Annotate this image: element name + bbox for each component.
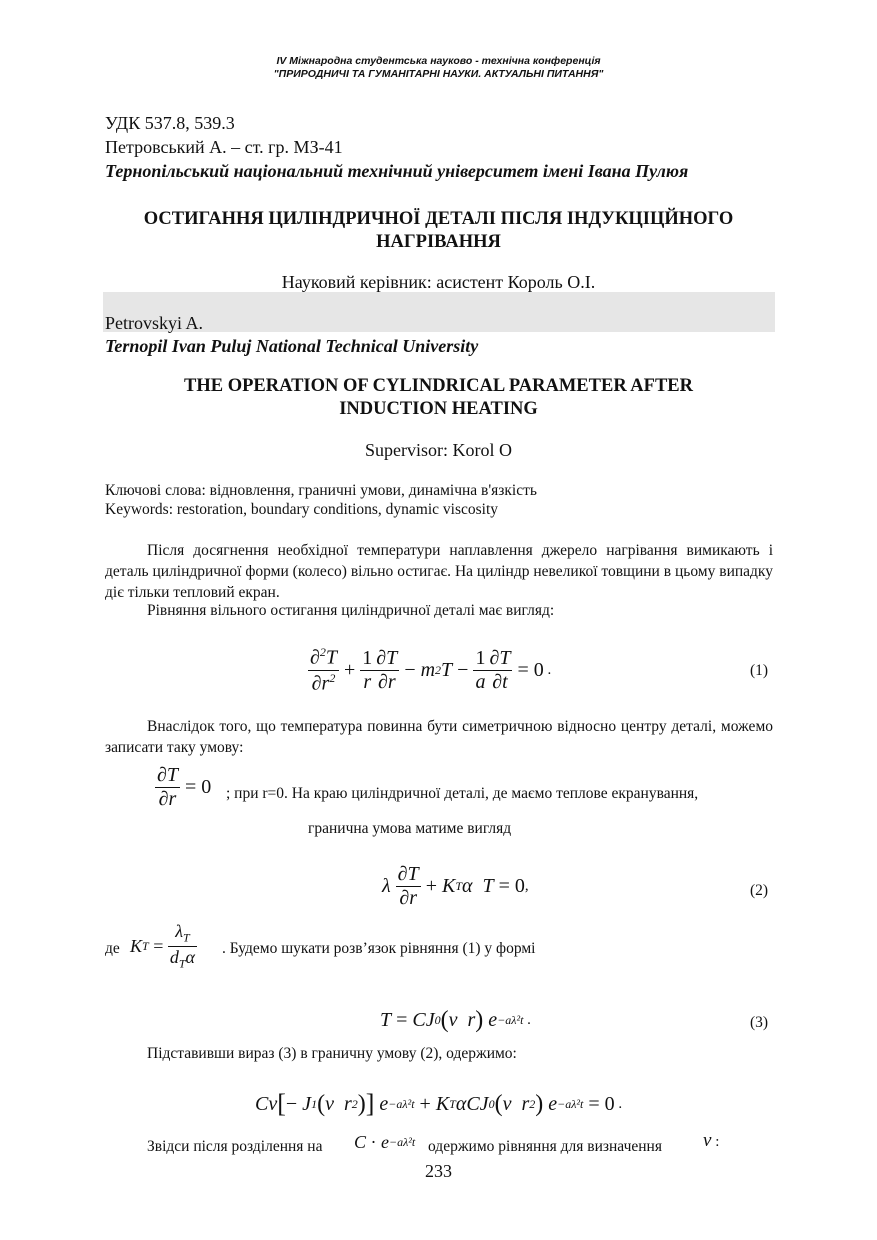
conference-title-line1: IV Міжнародна студентська науково - технічна конференція [276,55,601,67]
keywords-ua: Ключові слова: відновлення, граничні умови, динамічна в'язкість [105,482,537,499]
paragraph-4: ; при r=0. На краю циліндричної деталі, де маємо теплове екранування, [226,785,699,802]
symmetry-condition: $\frac{\partial T}{\partial r}$ = 0 [157,763,212,810]
equation-1: $\frac{\partial^2T}{\partial r^2}$ + $\frac{1}{r}$ $\frac{\partial T}{\partial r}$ − m 2 T − $\frac{1}{a}$ $\frac{\partial T}{\partial t}$ = 0 . [310,644,552,695]
udk: УДК 537.8, 539.3 [105,113,235,133]
paragraph-8b: одержимо рівняння для визначення [428,1138,662,1155]
page-number: 233 [425,1161,452,1181]
equation-2: λ $\frac{\partial T}{\partial r}$ + K T α T = 0 , [382,862,529,909]
paragraph-8a: Звідси після розділення на [147,1138,323,1155]
equation-3: T = CJ 0 ( ν r ) e −aλ²t . [380,1006,531,1033]
divider-expression: C · e −aλ²t [354,1131,416,1152]
equation-4: Cν [ − J 1 ( ν r 2 ) ] e −aλ²t + K T αCJ 0 ( ν r 2 ) e −aλ²t = 0 . [255,1089,623,1118]
title-ua-line1: ОСТИГАННЯ ЦИЛІНДРИЧНОЇ ДЕТАЛІ ПІСЛЯ ІНДУКЦІЦЙНОГО [143,209,734,229]
highlight-band [103,292,775,332]
paragraph-7: Підставивши вираз (3) в граничну умову (2), одержимо: [147,1045,517,1062]
paragraph-5: гранична умова матиме вигляд [308,820,512,837]
affiliation-ua: Тернопільський національний технічний університет імені Івана Пулюя [105,161,689,181]
conference-title-line2: "ПРИРОДНИЧІ ТА ГУМАНІТАРНІ НАУКИ. АКТУАЛЬНІ ПИТАННЯ" [273,68,604,80]
paragraph-1: Після досягнення необхідної температури наплавлення джерело нагрівання вимикають і деталь циліндричної форми (колесо) вільно остигає. На циліндр невеликої товщини в цьому випадку діє тільки тепловий екран. [105,542,773,601]
equation-number-2: (2) [750,882,769,899]
kt-definition: K T = $\frac{\lambda_T}{d_T\alpha}$ [130,920,195,971]
author-ua: Петровський А. – ст. гр. МЗ-41 [105,137,343,157]
equation-number-3: (3) [750,1014,769,1031]
affiliation-en: Ternopil Ivan Puluj National Technical University [105,336,479,356]
paragraph-6: . Будемо шукати розв’язок рівняння (1) у формі [222,940,536,957]
paragraph-2: Рівняння вільного остигання циліндричної деталі має вигляд: [147,602,555,619]
supervisor-ua: Науковий керівник: асистент Король О.І. [281,272,596,292]
paragraph-3: Внаслідок того, що температура повинна бути симетричною відносно центру деталі, можемо записати таку умову: [105,718,773,756]
paragraph-6-prefix: де [105,940,120,957]
title-en-line2: INDUCTION HEATING [339,399,538,419]
title-ua-line2: НАГРІВАННЯ [376,232,501,252]
title-en-line1: THE OPERATION OF CYLINDRICAL PARAMETER AFTER [184,376,693,396]
author-en: Petrovskyi A. [105,313,204,333]
supervisor-en: Supervisor: Korol O [365,440,512,460]
nu-symbol: ν : [703,1130,720,1151]
equation-number-1: (1) [750,662,769,679]
keywords-en: Keywords: restoration, boundary conditions, dynamic viscosity [105,501,499,518]
